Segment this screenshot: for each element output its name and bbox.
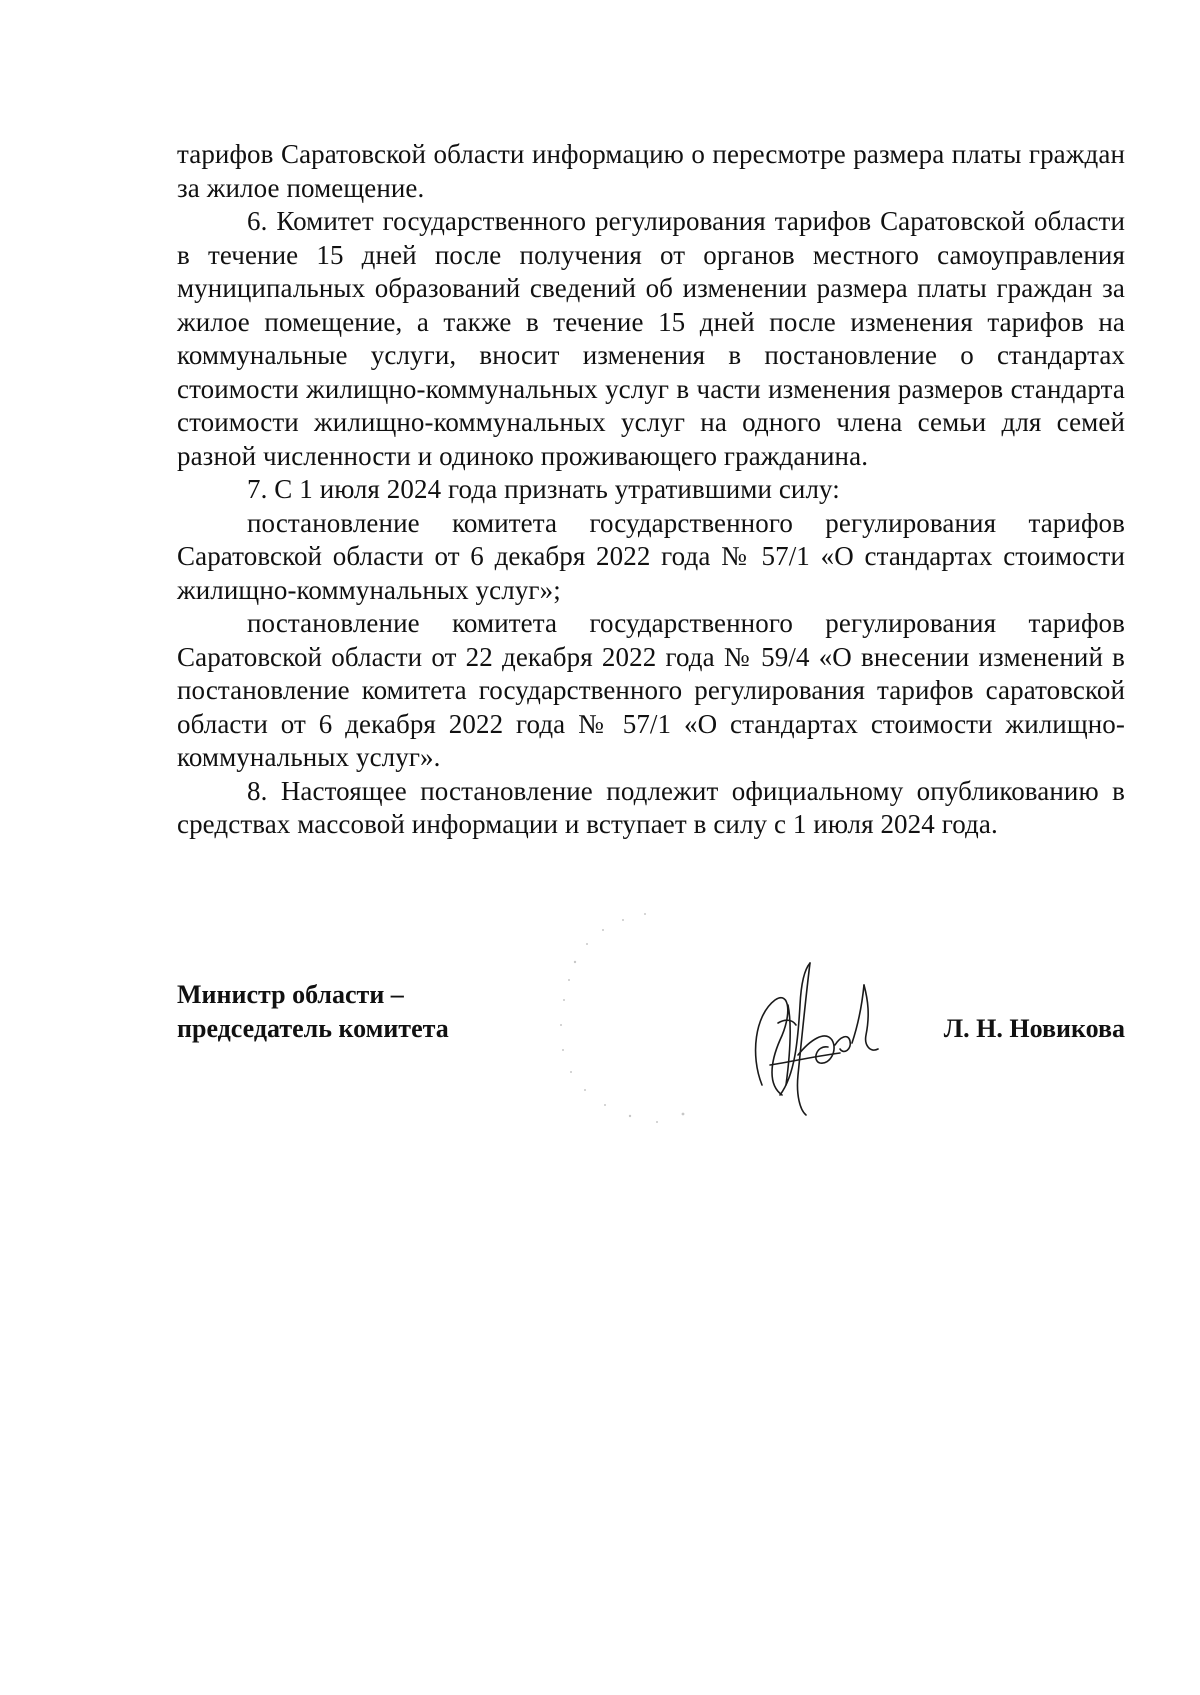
- paragraph-repealed-act-2: постановление комитета государственного регулирования тарифов Саратовской области от 22 декабря 2022 года № 59/4 «О внесении изменений в постановление комитета государственного регулирования тарифов саратовской области от 6 декабря 2022 года № 57/1 «О стандартах стоимости жилищно-коммунальных услуг».: [177, 608, 1125, 772]
- signer-position-line2: председатель комитета: [177, 1014, 449, 1043]
- signature-block: [177, 978, 1125, 1098]
- paragraph-item-7: 7. С 1 июля 2024 года признать утратившими силу:: [247, 474, 840, 504]
- document-body: [177, 138, 1125, 842]
- paragraph-item-6: 6. Комитет государственного регулирования тарифов Саратовской области в течение 15 дней после получения от органов местного самоуправления муниципальных образований сведений об изменении размера платы граждан за жилое помещение, а также в течение 15 дней после изменения тарифов на коммунальные услуги, вносит изменения в постановление о стандартах стоимости жилищно-коммунальных услуг в части изменения размеров стандарта стоимости жилищно-коммунальных услуг на одного члена семьи для семей разной численности и одиноко проживающего гражданина.: [177, 206, 1125, 471]
- signer-name: Л. Н. Новикова: [943, 1014, 1125, 1043]
- paragraph-item-8: 8. Настоящее постановление подлежит официальному опубликованию в средствах массовой информации и вступает в силу с 1 июля 2024 года.: [177, 775, 1125, 839]
- paragraph-continuation: тарифов Саратовской области информацию о пересмотре размера платы граждан за жилое помещение.: [177, 139, 1125, 203]
- signer-position: [177, 978, 449, 1046]
- paragraph-repealed-act-1: постановление комитета государственного регулирования тарифов Саратовской области от 6 декабря 2022 года № 57/1 «О стандартах стоимости жилищно-коммунальных услуг»;: [177, 507, 1125, 605]
- signer-position-line1: Министр области –: [177, 980, 404, 1009]
